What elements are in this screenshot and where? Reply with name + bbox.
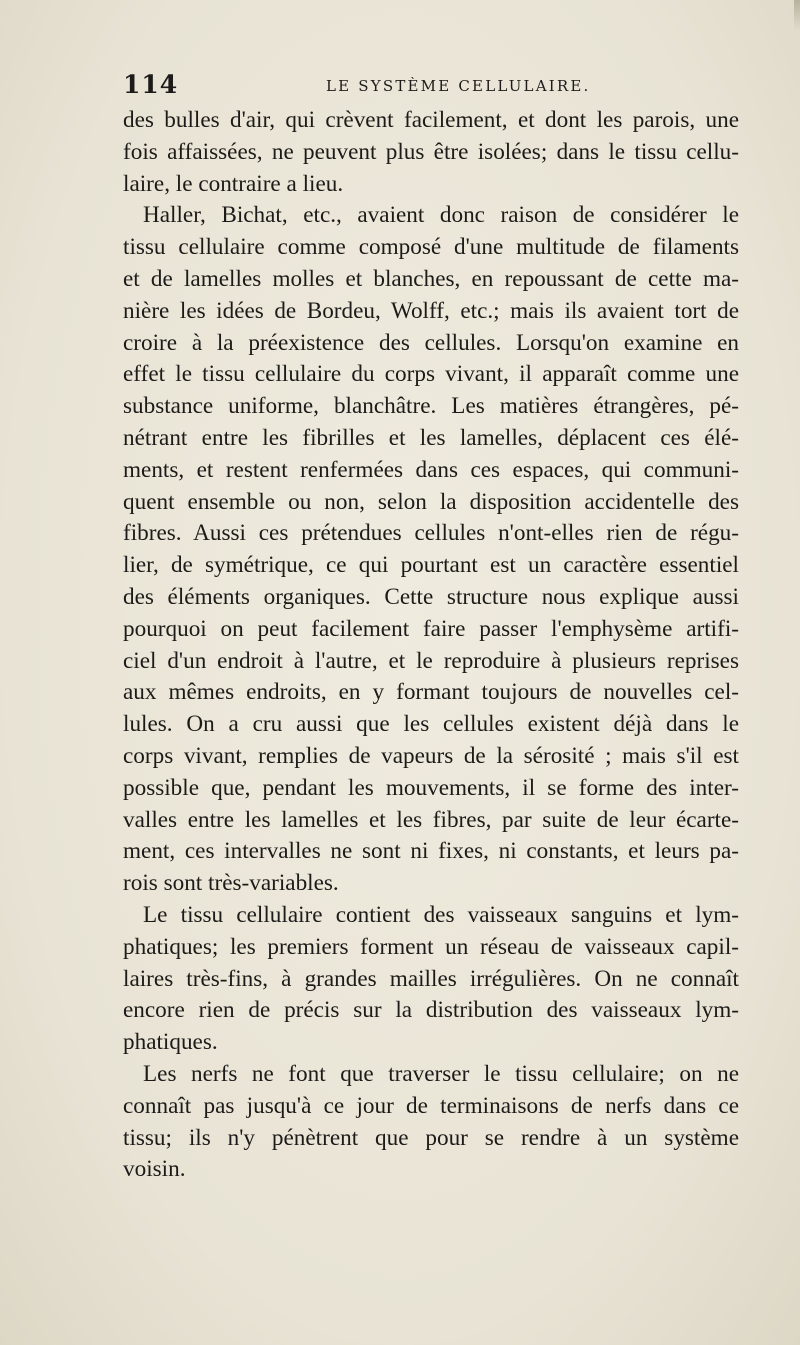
- text-line: nière les idées de Bordeu, Wolff, etc.; mais ils avaient tort de: [123, 297, 739, 324]
- text-line: lules. On a cru aussi que les cellules existent déjà dans le: [123, 711, 739, 738]
- text-line: des éléments organiques. Cette structure nous explique aussi: [123, 583, 739, 610]
- running-title: LE SYSTÈME CELLULAIRE.: [326, 77, 591, 95]
- text-line: possible que, pendant les mouvements, il se forme des inter-: [123, 774, 739, 801]
- paragraph-2: [123, 200, 739, 900]
- paragraph-1: [123, 105, 739, 200]
- text-line: phatiques.: [123, 1029, 218, 1056]
- text-line: fois affaissées, ne peuvent plus être isolées; dans le tissu cellu-: [123, 138, 739, 165]
- text-line: Le tissu cellulaire contient des vaisseaux sanguins et lym-: [143, 901, 739, 928]
- text-line: laires très-fins, à grandes mailles irrégulières. On ne connaît: [123, 965, 739, 992]
- text-line: corps vivant, remplies de vapeurs de la sérosité ; mais s'il est: [123, 742, 739, 769]
- text-line: des bulles d'air, qui crèvent facilement, et dont les parois, une: [123, 107, 739, 133]
- text-line: substance uniforme, blanchâtre. Les matières étrangères, pé-: [123, 393, 739, 420]
- body-text: [123, 105, 739, 1186]
- text-line: quent ensemble ou non, selon la disposition accidentelle des: [123, 488, 739, 515]
- text-line: rois sont très-variables.: [123, 870, 339, 897]
- paragraph-3: [123, 900, 739, 1059]
- page-edge-shadow: [794, 0, 800, 30]
- text-line: lier, de symétrique, ce qui pourtant est un caractère essentiel: [123, 552, 739, 579]
- text-line: Les nerfs ne font que traverser le tissu cellulaire; on ne: [143, 1060, 739, 1087]
- text-line: laire, le contraire a lieu.: [123, 170, 344, 197]
- text-line: tissu; ils n'y pénètrent que pour se rendre à un système: [123, 1124, 739, 1151]
- text-line: connaît pas jusqu'à ce jour de terminaisons de nerfs dans ce: [123, 1092, 739, 1119]
- text-line: effet le tissu cellulaire du corps vivant, il apparaît comme une: [123, 361, 739, 388]
- text-line: voisin.: [123, 1156, 186, 1183]
- text-line: ciel d'un endroit à l'autre, et le reproduire à plusieurs reprises: [123, 647, 739, 674]
- running-head: [123, 70, 743, 100]
- text-line: phatiques; les premiers forment un réseau de vaisseaux capil-: [123, 933, 739, 960]
- paragraph-4: [123, 1059, 739, 1186]
- text-line: Haller, Bichat, etc., avaient donc raison de considérer le: [143, 202, 739, 229]
- text-line: tissu cellulaire comme composé d'une multitude de filaments: [123, 234, 739, 261]
- text-line: valles entre les lamelles et les fibres, par suite de leur écarte-: [123, 806, 739, 833]
- text-line: pourquoi on peut facilement faire passer l'emphysème artifi-: [123, 615, 739, 642]
- text-line: fibres. Aussi ces prétendues cellules n'ont-elles rien de régu-: [123, 520, 739, 547]
- text-line: et de lamelles molles et blanches, en repoussant de cette ma-: [123, 265, 739, 292]
- text-line: ments, et restent renfermées dans ces espaces, qui communi-: [123, 456, 739, 483]
- text-line: croire à la préexistence des cellules. Lorsqu'on examine en: [123, 329, 739, 356]
- text-line: encore rien de précis sur la distribution des vaisseaux lym-: [123, 997, 739, 1024]
- text-line: ment, ces intervalles ne sont ni fixes, ni constants, et leurs pa-: [123, 838, 739, 865]
- page-number: 114: [123, 70, 179, 99]
- text-line: aux mêmes endroits, en y formant toujours de nouvelles cel-: [123, 679, 739, 706]
- text-line: nétrant entre les fibrilles et les lamelles, déplacent ces élé-: [123, 424, 739, 451]
